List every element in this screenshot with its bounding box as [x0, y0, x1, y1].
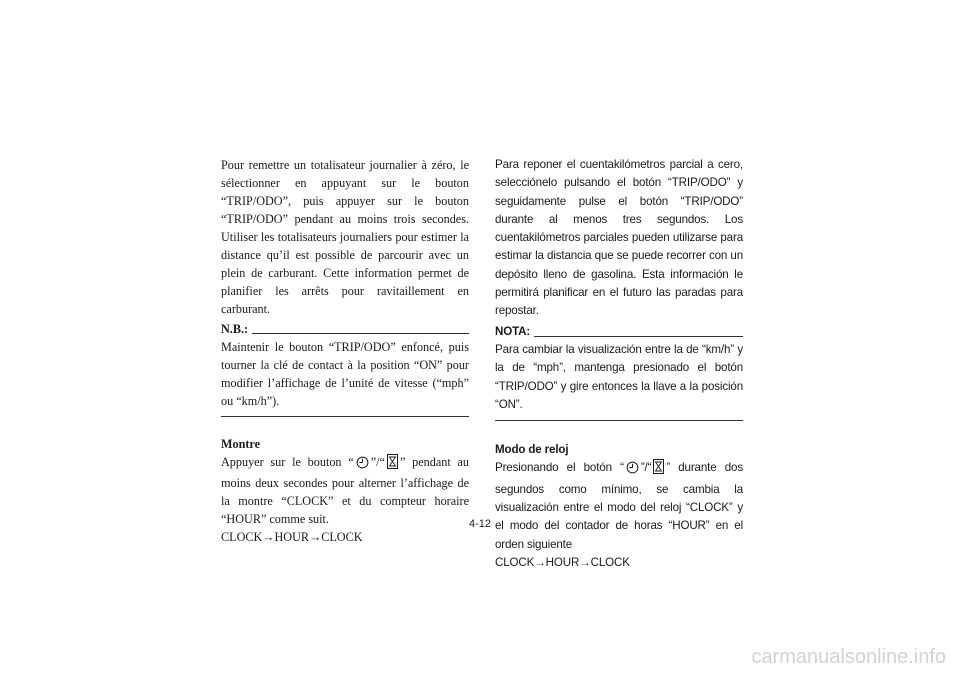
french-clock-sequence: CLOCK→HOUR→CLOCK [221, 530, 363, 544]
french-note-end-rule [221, 416, 469, 417]
page-number: 4-12 [468, 518, 492, 530]
french-note-header [221, 320, 469, 338]
french-intro-paragraph: Pour remettre un totalisateur journalier à zéro, le sélectionner en appuyant sur le bouton “TRIP/ODO”, puis appuyer sur le bouton “TRIP/ODO” pendant au moins trois secondes. Utiliser les totalisateurs journaliers pour estimer la distance qu’il est possible de parcourir avec un plein de carburant. Cette information permet de planifier les arrêts pour ravitaillement en carburant. [221, 158, 469, 316]
french-clock-text-mid: ”/“ [370, 455, 385, 469]
spanish-intro-paragraph: Para reponer el cuentakilómetros parcial a cero, selecciónelo pulsando el botón “TRIP/ODO” y seguidamente pulse el botón “TRIP/ODO” durante al menos tres segundos. Los cuentakilómetros parciales pueden utilizarse para estimar la distancia que se puede recorrer con un depósito lleno de gasolina. Esta información le permitirá planificar en el futuro las paradas para repostar. [495, 158, 743, 318]
french-column [221, 156, 469, 546]
spanish-note-end-rule [495, 420, 743, 421]
hourglass-icon [387, 454, 398, 474]
spanish-note-header [495, 323, 743, 341]
spanish-clock-heading: Modo de reloj [495, 443, 569, 457]
spanish-note-text: Para cambiar la visualización entre la de “km/h” y la de “mph”, mantenga presionado el botón “TRIP/ODO” y gire entonces la llave a la posición “ON”. [495, 342, 743, 411]
french-clock-text-pre: Appuyer sur le bouton “ [221, 455, 354, 469]
french-note-label: N.B.: [221, 322, 249, 336]
spanish-clock-text-pre: Presionando el botón “ [495, 461, 624, 475]
french-clock-text-post: ” pendant au moins deux secondes pour alterner l’affichage de la montre “CLOCK” et du compteur horaire “HOUR” comme suit. [221, 455, 469, 526]
spanish-clock-sequence: CLOCK→HOUR→CLOCK [495, 555, 630, 569]
french-clock-paragraph [221, 453, 469, 528]
spanish-clock-paragraph [495, 459, 743, 553]
spanish-note-rule [534, 336, 743, 337]
spanish-note-label: NOTA: [495, 324, 531, 338]
spanish-clock-text-mid: ”/“ [640, 461, 652, 475]
french-note-text: Maintenir le bouton “TRIP/ODO” enfoncé, puis tourner la clé de contact à la position “ON” pour modifier l’affichage de l’unité de vitesse (“mph” ou “km/h”). [221, 340, 469, 408]
clock-icon [356, 456, 369, 474]
french-note-rule [252, 333, 469, 334]
clock-icon [626, 461, 639, 480]
spanish-clock-text-post: ” durante dos segundos como mínimo, se cambia la visualización entre el modo del reloj “CLOCK” y el modo del contador de horas “HOUR” en el orden siguiente [495, 461, 743, 551]
spanish-column [495, 156, 743, 572]
french-clock-heading: Montre [221, 437, 261, 451]
hourglass-icon [653, 459, 664, 480]
watermark: carmanualsonline.info [751, 646, 946, 668]
